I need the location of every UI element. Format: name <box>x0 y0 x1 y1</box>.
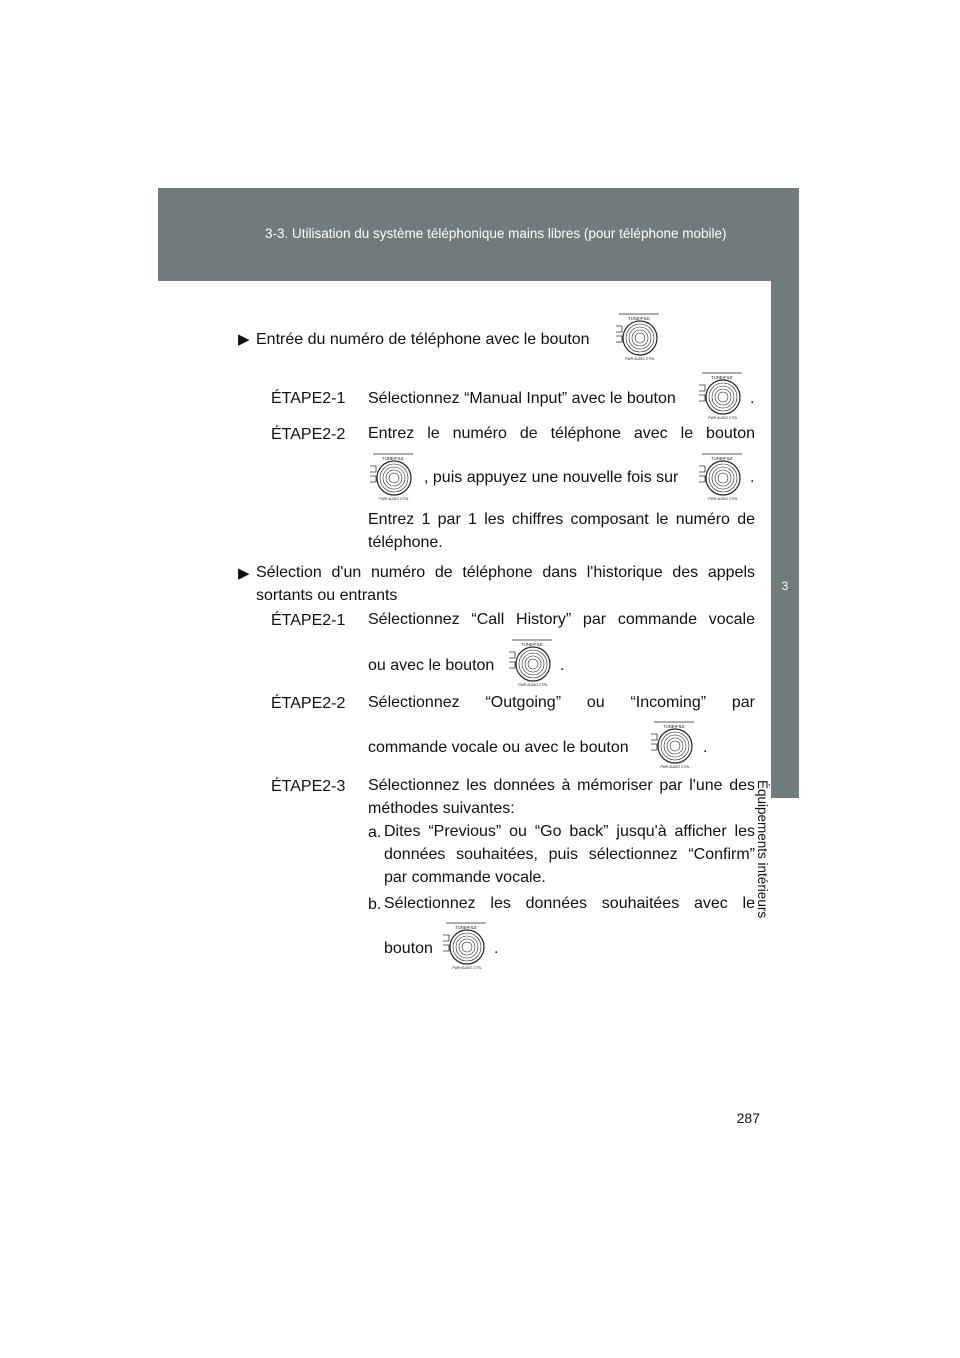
knob-graphic <box>613 312 661 362</box>
option-marker: b. <box>368 896 382 913</box>
step-text: Sélectionnez “Outgoing” ou “Incoming” par <box>368 694 755 711</box>
tune-file-knob-icon <box>613 312 661 362</box>
svg-text:PWR·AUDIO CTRL: PWR·AUDIO CTRL <box>660 765 690 769</box>
step-label: ÉTAPE2-3 <box>271 778 346 795</box>
section-heading-call-history: Sélection d'un numéro de téléphone dans l'historique des appels sortants ou entrants <box>256 564 755 604</box>
tune-file-knob-icon <box>648 720 696 770</box>
svg-text:PWR·AUDIO CTRL: PWR·AUDIO CTRL <box>379 497 409 501</box>
option-text: Dites “Previous” ou “Go back” jusqu'à afficher les données souhaitées, puis sélectionnez “Confirm” par commande vocale. <box>384 823 755 886</box>
svg-text:TUNE•FILE: TUNE•FILE <box>711 456 733 461</box>
knob-graphic <box>440 921 488 971</box>
section-title: 3-3. Utilisation du système téléphonique mains libres (pour téléphone mobile) <box>265 226 727 241</box>
svg-text:TUNE•FILE: TUNE•FILE <box>382 456 404 461</box>
knob-graphic <box>648 720 696 770</box>
tune-file-knob-icon <box>506 638 554 688</box>
bullet-triangle-icon: ▶ <box>238 565 250 582</box>
step-label: ÉTAPE2-1 <box>271 390 346 407</box>
svg-text:TUNE•FILE: TUNE•FILE <box>628 316 650 321</box>
svg-text:TUNE•FILE: TUNE•FILE <box>711 375 733 380</box>
option-marker: a. <box>368 824 382 841</box>
svg-text:TUNE•FILE: TUNE•FILE <box>663 724 685 729</box>
step-label: ÉTAPE2-2 <box>271 695 346 712</box>
chapter-number: 3 <box>781 579 789 593</box>
bullet-triangle-icon: ▶ <box>238 331 250 348</box>
svg-text:TUNE•FILE: TUNE•FILE <box>455 925 477 930</box>
option-text: bouton <box>384 940 433 957</box>
step-text: Sélectionnez “Manual Input” avec le bouton <box>368 390 676 407</box>
step-text: Entrez le numéro de téléphone avec le bouton <box>368 425 755 442</box>
step-text-end: . <box>750 469 755 486</box>
svg-text:PWR·AUDIO CTRL: PWR·AUDIO CTRL <box>708 497 738 501</box>
step-text-end: . <box>560 657 565 674</box>
knob-graphic <box>506 638 554 688</box>
tune-file-knob-icon <box>367 452 415 502</box>
step-text: , puis appuyez une nouvelle fois sur <box>424 469 679 486</box>
step-text: ou avec le bouton <box>368 657 495 674</box>
step-text-end: . <box>750 390 755 407</box>
svg-text:PWR·AUDIO CTRL: PWR·AUDIO CTRL <box>708 416 738 420</box>
svg-text:PWR·AUDIO CTRL: PWR·AUDIO CTRL <box>518 683 548 687</box>
step-text: Sélectionnez les données à mémoriser par l'une des méthodes suivantes: <box>368 777 755 817</box>
option-text: Sélectionnez les données souhaitées avec le <box>384 895 755 912</box>
step-text: commande vocale ou avec le bouton <box>368 739 629 756</box>
section-heading-manual-entry: Entrée du numéro de téléphone avec le bouton <box>256 331 590 348</box>
page-number: 287 <box>736 1110 760 1126</box>
step-label: ÉTAPE2-2 <box>271 426 346 443</box>
tune-file-knob-icon <box>696 371 744 421</box>
chapter-label: Équipements intérieurs <box>755 780 770 919</box>
chapter-side-tab <box>771 281 799 798</box>
option-text-end: . <box>494 940 499 957</box>
knob-graphic <box>696 371 744 421</box>
knob-graphic <box>367 452 415 502</box>
step-label: ÉTAPE2-1 <box>271 612 346 629</box>
knob-graphic <box>696 452 744 502</box>
step-note: Entrez 1 par 1 les chiffres composant le numéro de téléphone. <box>368 511 755 551</box>
tune-file-knob-icon <box>440 921 488 971</box>
svg-text:PWR·AUDIO CTRL: PWR·AUDIO CTRL <box>452 966 482 970</box>
step-text: Sélectionnez “Call History” par commande vocale <box>368 611 755 628</box>
step-text-end: . <box>703 739 708 756</box>
tune-file-knob-icon <box>696 452 744 502</box>
svg-text:TUNE•FILE: TUNE•FILE <box>521 642 543 647</box>
svg-text:PWR·AUDIO CTRL: PWR·AUDIO CTRL <box>625 357 655 361</box>
